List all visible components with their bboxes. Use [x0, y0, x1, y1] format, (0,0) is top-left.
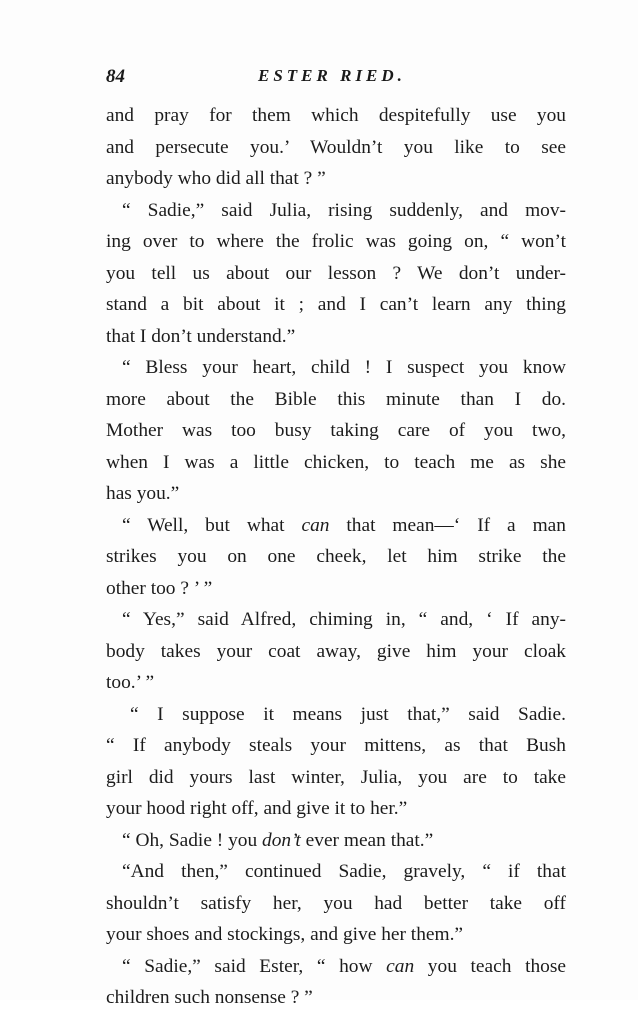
text-line: “ If anybody steals your mittens, as that Bush [106, 735, 566, 756]
text-line: Mother was too busy taking care of you two, [106, 420, 566, 441]
text-line: your hood right off, and give it to her.” [106, 798, 408, 819]
text-line: you tell us about our lesson ? We don’t under- [106, 262, 566, 284]
italic-emphasis: can [386, 955, 415, 977]
text-line [106, 510, 566, 542]
text-line: anybody who did all that ? ” [106, 168, 326, 189]
text-line: body takes your coat away, give him your cloak [106, 640, 566, 662]
text-line [106, 825, 566, 857]
text-line: children such nonsense ? ” [106, 987, 313, 1008]
text-line: ing over to where the frolic was going on, “ won’t [106, 231, 566, 252]
text-line [106, 951, 566, 983]
text-segment: you teach those [414, 955, 567, 977]
text-line: too.’ ” [106, 672, 155, 693]
running-title: ESTER RIED. [258, 66, 406, 85]
text-line: shouldn’t satisfy her, you had better take off [106, 892, 566, 914]
text-segment: “ Well, but what [122, 514, 302, 536]
text-line: “And then,” continued Sadie, gravely, “ if that [122, 861, 566, 882]
text-line: your shoes and stockings, and give her them.” [106, 924, 464, 945]
text-line: girl did yours last winter, Julia, you are to take [106, 766, 566, 788]
text-line: strikes you on one cheek, let him strike the [106, 546, 566, 567]
text-segment: that mean—‘ If a man [329, 514, 566, 536]
italic-emphasis: can [301, 514, 330, 536]
text-line: “ I suppose it means just that,” said Sadie. [130, 703, 566, 725]
text-line: more about the Bible this minute than I do. [106, 388, 566, 410]
body-text [106, 100, 566, 1014]
text-line: and persecute you.’ Wouldn’t you like to see [106, 136, 566, 158]
text-line: stand a bit about it ; and I can’t learn any thing [106, 294, 566, 315]
text-line: when I was a little chicken, to teach me as she [106, 451, 566, 473]
italic-emphasis: don’t [262, 829, 301, 851]
text-line: “ Bless your heart, child ! I suspect you know [122, 357, 566, 378]
page-number: 84 [106, 66, 125, 87]
text-line: “ Yes,” said Alfred, chiming in, “ and, ‘ If any- [122, 609, 566, 630]
text-line: has you.” [106, 483, 180, 504]
text-line: that I don’t understand.” [106, 325, 296, 347]
text-line: other too ? ’ ” [106, 577, 213, 599]
text-segment: ever mean that.” [300, 829, 434, 851]
text-line: “ Sadie,” said Julia, rising suddenly, and mov- [122, 199, 566, 221]
text-line: and pray for them which despitefully use you [106, 105, 566, 126]
page-header [106, 64, 566, 94]
text-segment: “ Oh, Sadie ! you [122, 829, 263, 851]
text-segment: “ Sadie,” said Ester, “ how [122, 955, 387, 977]
